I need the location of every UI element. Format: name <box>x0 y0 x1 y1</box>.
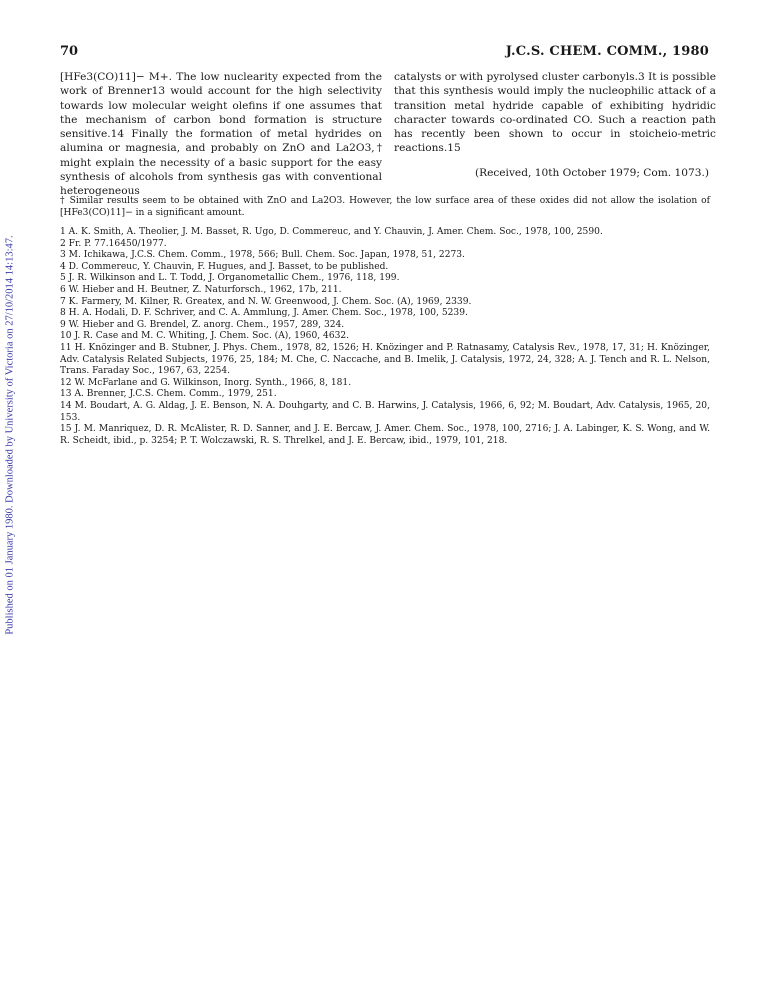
reference-item: 10 J. R. Case and M. C. Whiting, J. Chem. Soc. (A), 1960, 4632. <box>60 331 350 342</box>
reference-item: 14 M. Boudart, A. G. Aldag, J. E. Benson, N. A. Douhgarty, and C. B. Harwins, J. Catalysis, 1966, 6, 92; M. Boudart, Adv. Catalysis, 1965, 20, 153. <box>60 400 710 423</box>
reference-item: 15 J. M. Manriquez, D. R. McAlister, R. D. Sanner, and J. E. Bercaw, J. Amer. Chem. Soc., 1978, 100, 2716; J. A. Labinger, K. S. Wong, and W. R. Scheidt, ibid., p. 3254; P. T. Wolczawski, R. S. Threlkel, and J. E. Bercaw, ibid., 1979, 101, 218. <box>60 424 710 446</box>
reference-item: 9 W. Hieber and G. Brendel, Z. anorg. Chem., 1957, 289, 324. <box>60 319 345 330</box>
references-list <box>60 227 710 447</box>
body-right-column: catalysts or with pyrolysed cluster carbonyls.3 It is possible that this synthesis would imply the nucleophilic attack of a transition metal hydride capable of exhibiting hydridic character towards co-ordinated CO. Such a reaction path has recently been shown to occur in stoicheio-metric reactions.15 <box>394 71 716 155</box>
reference-item: 2 Fr. P. 77.16450/1977. <box>60 238 167 249</box>
reference-item: 5 J. R. Wilkinson and L. T. Todd, J. Organometallic Chem., 1976, 118, 199. <box>60 273 400 284</box>
download-notice[interactable] <box>2 180 18 690</box>
received-note: (Received, 10th October 1979; Com. 1073.) <box>474 167 709 179</box>
reference-item: 6 W. Hieber and H. Beutner, Z. Naturforsch., 1962, 17b, 211. <box>60 284 342 295</box>
reference-item: 13 A. Brenner, J.C.S. Chem. Comm., 1979, 251. <box>60 389 277 400</box>
reference-item: 1 A. K. Smith, A. Theolier, J. M. Basset, R. Ugo, D. Commereuc, and Y. Chauvin, J. Amer. Chem. Soc., 1978, 100, 2590. <box>60 227 603 237</box>
footnote: † Similar results seem to be obtained with ZnO and La2O3. However, the low surface area of these oxides did not allow the isolation of [HFe3(CO)11]− in a significant amount. <box>60 196 710 218</box>
reference-item: 11 H. Knözinger and B. Stubner, J. Phys. Chem., 1978, 82, 1526; H. Knözinger and P. Ratnasamy, Catalysis Rev., 1978, 17, 31; H. Knözinger, Adv. Catalysis Related Subjects, 1976, 25, 184; M. Che, C. Naccache, and B. Imelik, J. Catalysis, 1972, 24, 328; A. J. Tench and R. L. Nelson, Trans. Faraday Soc., 1967, 63, 2254. <box>60 342 710 377</box>
page-number: 70 <box>60 44 79 59</box>
journal-header: J.C.S. CHEM. COMM., 1980 <box>505 44 709 59</box>
reference-item: 4 D. Commereuc, Y. Chauvin, F. Hugues, and J. Basset, to be published. <box>60 261 389 272</box>
body-left-column: [HFe3(CO)11]− M+. The low nuclearity expected from the work of Brenner13 would account for the high selectivity towards low molecular weight olefins if one assumes that the mechanism of carbon bond formation is structure sensitive.14 Finally the formation of metal hydrides on alumina or magnesia, and probably on ZnO and La2O3,† might explain the necessity of a basic support for the easy synthesis of alcohols from synthesis gas with conventional heterogeneous <box>60 71 382 198</box>
download-notice-text[interactable]: Published on 01 January 1980. Downloaded by University of Victoria on 27/10/2014 14:13:47. <box>4 235 16 635</box>
reference-item: 8 H. A. Hodali, D. F. Schriver, and C. A. Ammlung, J. Amer. Chem. Soc., 1978, 100, 5239. <box>60 308 468 319</box>
reference-item: 12 W. McFarlane and G. Wilkinson, Inorg. Synth., 1966, 8, 181. <box>60 377 352 388</box>
reference-item: 7 K. Farmery, M. Kilner, R. Greatex, and N. W. Greenwood, J. Chem. Soc. (A), 1969, 2339. <box>60 296 472 307</box>
reference-item: 3 M. Ichikawa, J.C.S. Chem. Comm., 1978, 566; Bull. Chem. Soc. Japan, 1978, 51, 2273. <box>60 250 465 261</box>
